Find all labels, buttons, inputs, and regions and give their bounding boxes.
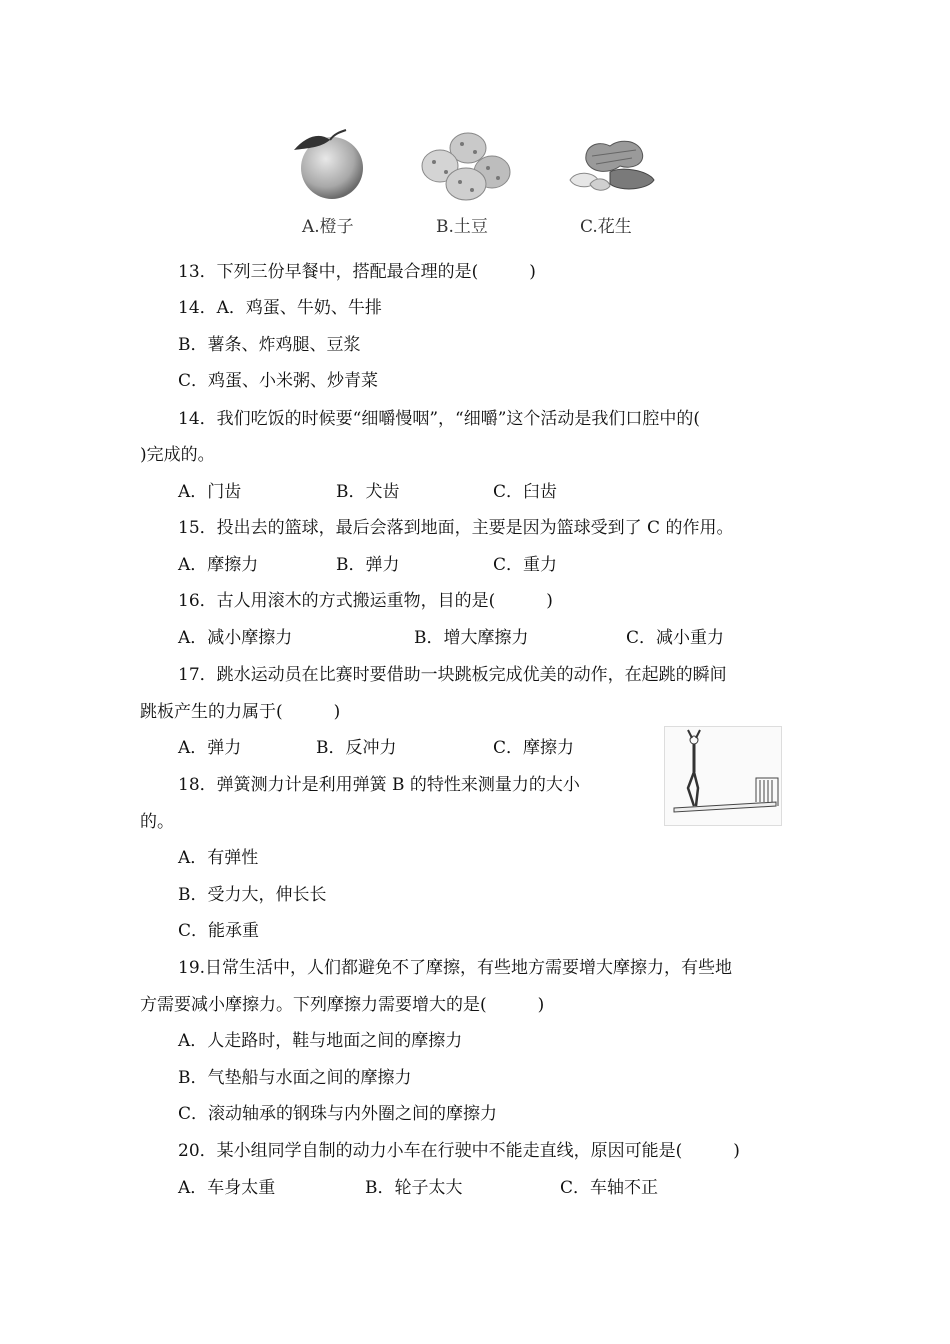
q15-option-c: C．重力 <box>493 555 558 575</box>
q19-option-b: B．气垫船与水面之间的摩擦力 <box>178 1068 412 1088</box>
q16-option-a: A．减小摩擦力 <box>178 628 293 648</box>
q16-option-c: C．减小重力 <box>626 628 725 648</box>
q19-stem-line1: 19.日常生活中，人们都避免不了摩擦，有些地方需要增大摩擦力，有些地 <box>178 958 733 978</box>
q18-option-c: C．能承重 <box>178 921 260 941</box>
orange-image <box>290 128 372 202</box>
peanut-image <box>562 130 660 200</box>
q20-option-a: A．车身太重 <box>178 1178 276 1198</box>
q17-option-c: C．摩擦力 <box>493 738 575 758</box>
q20-option-b: B．轮子太大 <box>365 1178 463 1198</box>
q19-option-c: C．滚动轴承的钢珠与内外圈之间的摩擦力 <box>178 1104 498 1124</box>
q18-option-a: A．有弹性 <box>178 848 259 868</box>
q18-stem-line2: 的。 <box>140 812 174 832</box>
q17-stem-line2: 跳板产生的力属于( ) <box>140 702 341 722</box>
q14-option-a: A．门齿 <box>178 482 242 502</box>
q13-option-a: 14．A．鸡蛋、牛奶、牛排 <box>178 298 382 318</box>
q19-stem-line2: 方需要减小摩擦力。下列摩擦力需要增大的是( ) <box>140 995 545 1015</box>
peanut-caption: C.花生 <box>580 217 632 237</box>
potato-caption: B.土豆 <box>436 217 488 237</box>
orange-caption: A.橙子 <box>302 217 354 237</box>
q16-option-b: B．增大摩擦力 <box>414 628 529 648</box>
diver-springboard-image <box>664 726 782 826</box>
q14-stem-line2: )完成的。 <box>140 445 215 465</box>
q15-option-b: B．弹力 <box>336 555 400 575</box>
q15-stem: 15．投出去的篮球，最后会落到地面，主要是因为篮球受到了 C 的作用。 <box>178 518 734 538</box>
q17-stem-line1: 17．跳水运动员在比赛时要借助一块跳板完成优美的动作，在起跳的瞬间 <box>178 665 727 685</box>
q17-option-b: B．反冲力 <box>316 738 397 758</box>
q14-option-b: B．犬齿 <box>336 482 400 502</box>
q18-stem-line1: 18．弹簧测力计是利用弹簧 B 的特性来测量力的大小 <box>178 775 580 795</box>
q13-stem: 13．下列三份早餐中，搭配最合理的是( ) <box>178 262 536 282</box>
q13-option-c: C．鸡蛋、小米粥、炒青菜 <box>178 371 379 391</box>
q15-option-a: A．摩擦力 <box>178 555 259 575</box>
q13-option-b: B．薯条、炸鸡腿、豆浆 <box>178 335 361 355</box>
potato-image <box>420 128 514 204</box>
q14-stem-line1: 14．我们吃饭的时候要“细嚼慢咽”，“细嚼”这个活动是我们口腔中的( <box>178 409 701 429</box>
q20-option-c: C．车轴不正 <box>560 1178 659 1198</box>
q14-option-c: C．臼齿 <box>493 482 558 502</box>
q19-option-a: A．人走路时，鞋与地面之间的摩擦力 <box>178 1031 463 1051</box>
q16-stem: 16．古人用滚木的方式搬运重物，目的是( ) <box>178 591 553 611</box>
q20-stem: 20．某小组同学自制的动力小车在行驶中不能走直线，原因可能是( ) <box>178 1141 740 1161</box>
q18-option-b: B．受力大，伸长长 <box>178 885 327 905</box>
q17-option-a: A．弹力 <box>178 738 242 758</box>
